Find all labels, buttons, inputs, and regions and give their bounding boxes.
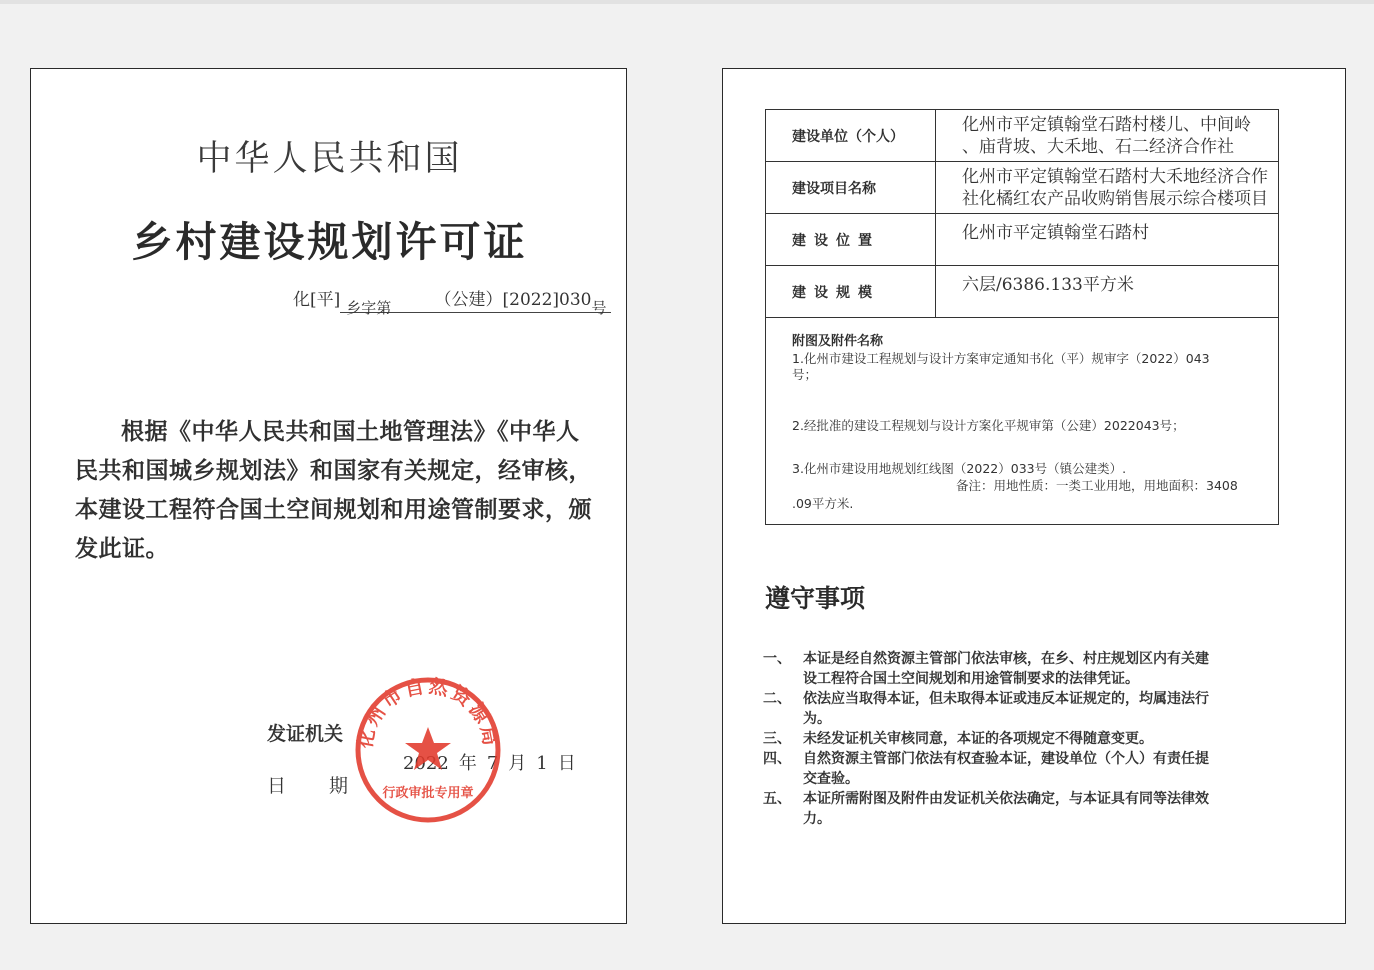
value-line: 化州市平定镇翰堂石踏村楼儿、中间岭 [962, 114, 1251, 135]
value-line: 、庙背坡、大禾地、石二经济合作社 [962, 136, 1234, 157]
rule-number: 一、 [763, 651, 791, 667]
issue-month: 7 [486, 753, 499, 774]
certificate-title: 乡村建设规划许可证 [131, 218, 528, 266]
list-item [763, 689, 1283, 729]
attachment-note: .09平方米. [792, 496, 854, 511]
table-row [766, 214, 1279, 266]
rule-line: 为。 [803, 711, 831, 727]
official-seal [353, 675, 503, 825]
row-label: 建设位置 [766, 214, 936, 266]
rule-text [803, 689, 1283, 729]
certificate-details-page [722, 68, 1346, 924]
rules-list [763, 649, 1283, 829]
table-row [766, 266, 1279, 318]
seal-inner-text: 行政审批专用章 [382, 786, 474, 801]
rule-number: 三、 [763, 731, 791, 747]
certificate-cover-page [30, 68, 627, 924]
certificate-statement: 根据《中华人民共和国土地管理法》《中华人民共和国城乡规划法》和国家有关规定，经审核，本建设工程符合国土空间规划和用途管制要求，颁发此证。 [75, 419, 592, 562]
rule-line: 力。 [803, 811, 831, 827]
attachment-item: 1.化州市建设工程规划与设计方案审定通知书化（平）规审字（2022）043 [792, 351, 1210, 366]
rule-line: 依法应当取得本证，但未取得本证或违反本证规定的，均属违法行 [803, 691, 1209, 707]
seal-star-icon [405, 727, 451, 770]
list-item [763, 749, 1283, 789]
attachment-item: 3.化州市建设用地规划红线图（2022）033号（镇公建类）. [792, 461, 1127, 476]
doc-number-category: （公建）[2022]030 [434, 290, 592, 310]
table-row [766, 318, 1279, 525]
rule-text [803, 729, 1283, 749]
date-label-char-2: 期 [329, 775, 350, 797]
value-line: 化州市平定镇翰堂石踏村 [962, 223, 1149, 243]
doc-number-underline [340, 285, 610, 317]
list-item [763, 729, 1283, 749]
table-row [766, 162, 1279, 214]
table-row [766, 110, 1279, 162]
value-line: 六层/6386.133平方米 [962, 275, 1134, 295]
issuer-label: 发证机关 [267, 723, 344, 745]
row-label: 建设规模 [766, 266, 936, 318]
attachments-cell [766, 318, 1279, 525]
document-number [293, 285, 611, 317]
doc-number-type: 乡字第 [346, 299, 392, 317]
rule-line: 本证是经自然资源主管部门依法审核，在乡、村庄规划区内有关建 [803, 651, 1209, 667]
rule-number: 二、 [763, 691, 791, 707]
rule-line: 本证所需附图及附件由发证机关依法确定，与本证具有同等法律效 [803, 791, 1209, 807]
doc-number-prefix: 化[平] [293, 290, 341, 310]
project-info-table [765, 109, 1279, 525]
year-unit: 年 [458, 753, 477, 774]
issue-year: 2022 [403, 753, 449, 774]
rule-line: 未经发证机关审核同意，本证的各项规定不得随意变更。 [803, 731, 1153, 747]
attachments-title: 附图及附件名称 [792, 334, 884, 349]
attachment-note: 备注：用地性质：一类工业用地，用地面积：3408 [956, 478, 1238, 493]
rule-line: 设工程符合国土空间规划和用途管制要求的法律凭证。 [803, 671, 1139, 687]
list-item [763, 649, 1283, 689]
date-label-char-1: 日 [267, 775, 288, 797]
value-line: 化州市平定镇翰堂石踏村大禾地经济合作 [962, 166, 1268, 187]
rule-line: 交查验。 [803, 771, 859, 787]
row-value [936, 110, 1279, 162]
attachment-item: 2.经批准的建设工程规划与设计方案化平规审第（公建）2022043号； [792, 418, 1185, 433]
row-label: 建设单位（个人） [766, 110, 936, 162]
rule-number: 五、 [763, 791, 791, 807]
day-unit: 日 [557, 753, 576, 774]
doc-number-suffix: 号 [591, 299, 607, 317]
row-value [936, 214, 1279, 266]
rule-line: 自然资源主管部门依法有权查验本证，建设单位（个人）有责任提 [803, 751, 1209, 767]
row-value [936, 266, 1279, 318]
row-label: 建设项目名称 [766, 162, 936, 214]
notes-title: 遵守事项 [765, 584, 866, 613]
rule-number: 四、 [763, 751, 791, 767]
list-item [763, 789, 1283, 829]
country-name: 中华人民共和国 [196, 139, 463, 179]
rule-text [803, 649, 1283, 689]
row-value [936, 162, 1279, 214]
rule-text [803, 789, 1283, 829]
issue-day: 1 [536, 753, 548, 774]
scan-edge [0, 0, 1374, 4]
rule-text [803, 749, 1283, 789]
attachment-item: 号； [792, 367, 818, 382]
seal-outer-text: 化州市自然资源局 [354, 675, 502, 751]
month-unit: 月 [508, 753, 527, 774]
value-line: 社化橘红农产品收购销售展示综合楼项目 [962, 188, 1268, 209]
